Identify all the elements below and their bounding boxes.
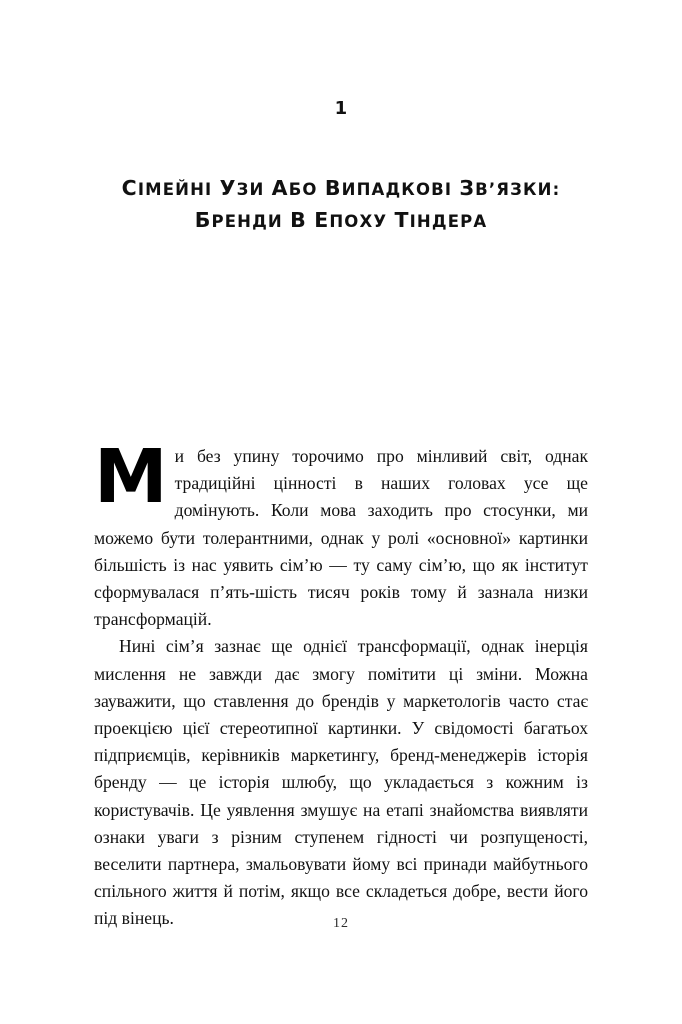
- chapter-title-line-1: СІМЕЙНІ УЗИ АБО ВИПАДКОВІ ЗВ’ЯЗКИ:: [121, 176, 561, 201]
- paragraph-2: [94, 633, 588, 932]
- drop-cap: М: [94, 434, 168, 520]
- chapter-number: 1: [334, 98, 348, 119]
- chapter-title: [94, 173, 588, 237]
- paragraph-1-text: и без упину торочимо про мінливий світ, однак традиційні цінності в наших головах усе ще домінують. Коли мова заходить про стосунки, ми можемо бути толерантними, однак у ролі «основної» картинки більшість із нас уявить сім’ю — ту саму сім’ю, що як інститут сформувалася п’ять-шість тисяч років тому й зазнала низки трансформацій.: [94, 446, 588, 630]
- paragraph-1: [94, 434, 588, 633]
- chapter-title-line-2: БРЕНДИ В ЕПОХУ ТІНДЕРА: [194, 208, 488, 233]
- body-text: [94, 434, 588, 933]
- paragraph-2-text: Нині сім’я зазнає ще однієї трансформації, однак інерція мислення не завжди дає змогу помітити ці зміни. Можна зауважити, що ставлення до брендів у маркетологів часто стає проекцією цієї стереотипної картинки. У свідомості багатьох підприємців, керівників маркетингу, бренд-менеджерів історія бренду — це історія шлюбу, що укладається з кожним із користувачів. Це уявлення змушує на етапі знайомства виявляти ознаки уваги з різним ступенем гідності чи розпущеності, веселити партнера, змальовувати йому всі принади майбутнього спільного життя й потім, якщо все складеться добре, вести його під вінець.: [94, 636, 588, 929]
- page-number: 12: [333, 916, 349, 931]
